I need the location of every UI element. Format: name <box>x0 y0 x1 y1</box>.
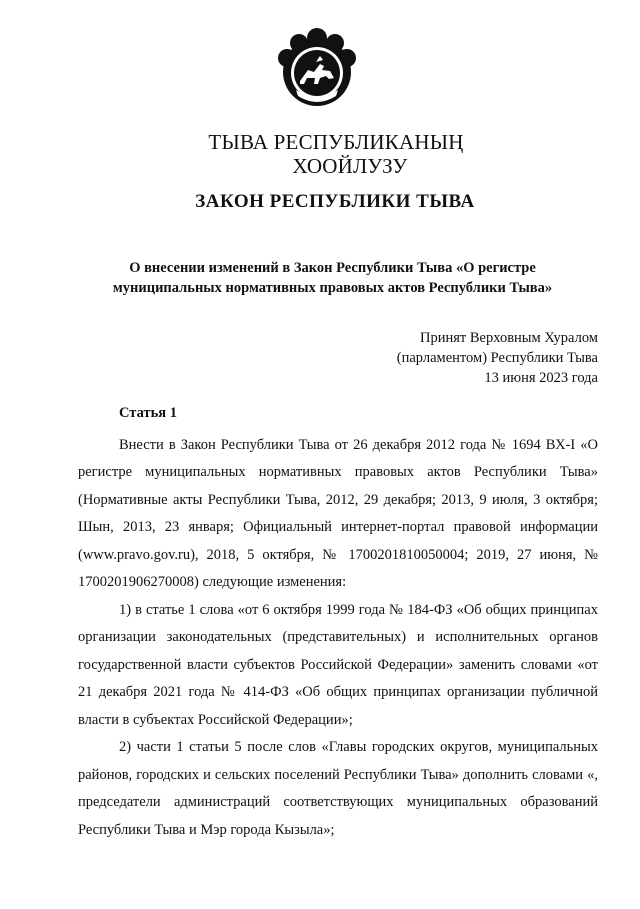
law-subject-line2: муниципальных нормативных правовых актов Республики Тыва» <box>112 280 553 296</box>
adoption-block <box>397 328 598 388</box>
republic-heading <box>0 130 640 178</box>
republic-heading-line1: ТЫВА РЕСПУБЛИКАНЫҢ <box>208 130 464 154</box>
article-paragraph: Внести в Закон Республики Тыва от 26 декабря 2012 года № 1694 ВХ-I «О регистре муниципальных нормативных правовых актов Республики Тыва» (Нормативные акты Республики Тыва, 2012, 29 декабря; 2013, 9 июля, 3 октября; Шын, 2013, 23 января; Официальный интернет-портал правовой информации (www.pravo.gov.ru), 2018, 5 октября, № 1700201810050004; 2019, 27 июня, № 1700201906270008) следующие изменения: <box>78 436 598 590</box>
article-paragraph: 2) части 1 статьи 5 после слов «Главы городских округов, муниципальных районов, городских и сельских поселений Республики Тыва» дополнить словами «, председатели администраций соответствующих муниципальных образований Республики Тыва и Мэр города Кызыла»; <box>78 739 598 838</box>
article-body <box>78 400 598 844</box>
coat-of-arms-icon <box>274 26 360 112</box>
law-subject-line1: О внесении изменений в Закон Республики Тыва «О регистре <box>129 260 536 276</box>
adoption-date: 13 июня 2023 года <box>484 370 598 386</box>
law-subject <box>80 258 585 298</box>
republic-heading-line2: ХООЙЛУЗУ <box>292 154 408 178</box>
adoption-line1: Принят Верховным Хуралом <box>420 330 598 346</box>
article-heading: Статья 1 <box>119 405 177 421</box>
adoption-line2: (парламентом) Республики Тыва <box>396 350 598 366</box>
law-title: ЗАКОН РЕСПУБЛИКИ ТЫВА <box>195 191 475 212</box>
article-paragraph: 1) в статье 1 слова «от 6 октября 1999 года № 184-ФЗ «Об общих принципах организации законодательных (представительных) и исполнительных органов государственной власти субъектов Российской Федерации» заменить словами «от 21 декабря 2021 года № 414-ФЗ «Об общих принципах организации публичной власти в субъектах Российской Федерации»; <box>78 601 598 728</box>
